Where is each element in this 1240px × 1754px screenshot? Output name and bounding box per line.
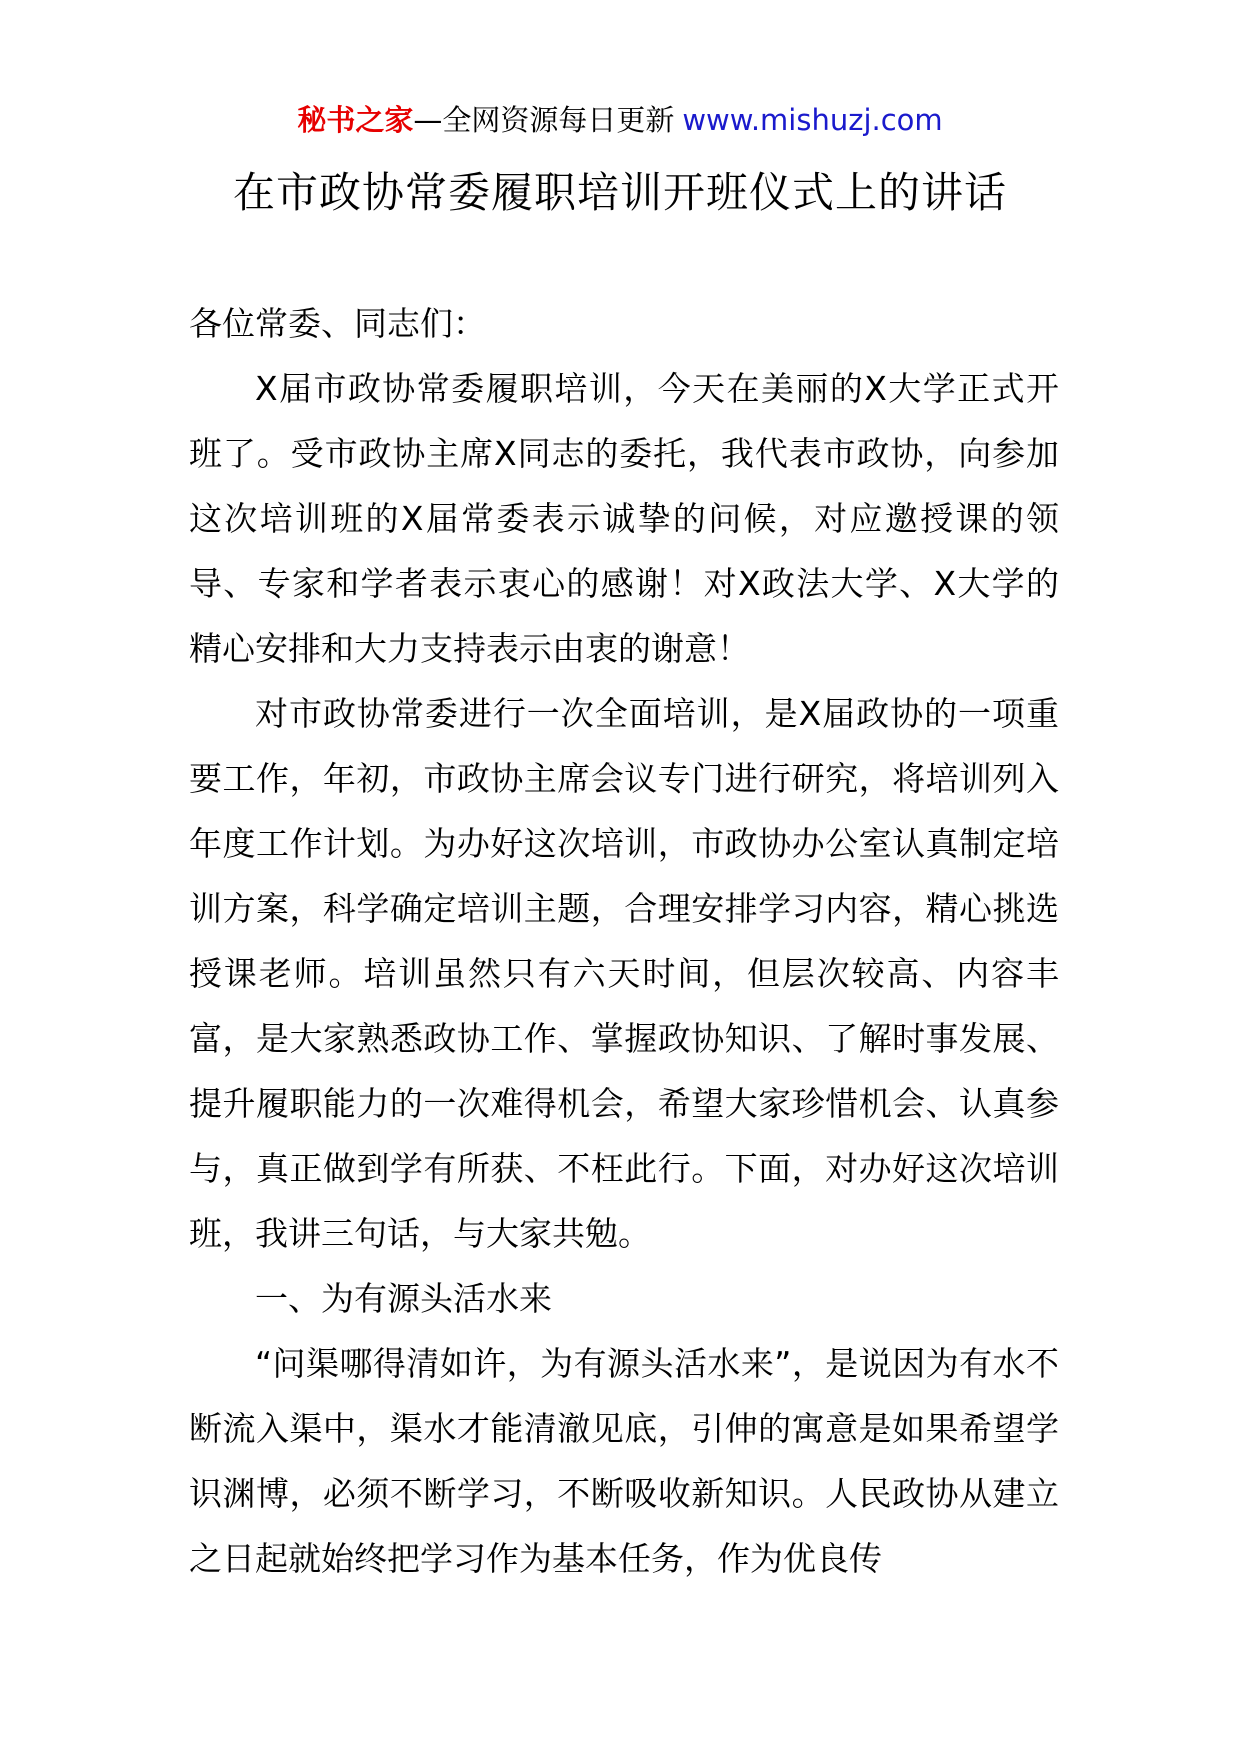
paragraph: “问渠哪得清如许，为有源头活水来”，是说因为有水不断流入渠中，渠水才能清澈见底，引伸的寓意是如果希望学识渊博，必须不断学习，不断吸收新知识。人民政协从建立之日起就始终把学习作为基本任务，作为优良传 [189,1344,1059,1578]
salutation: 各位常委、同志们： [189,304,486,343]
document-body [189,291,1059,1591]
paragraph: 对市政协常委进行一次全面培训，是X届政协的一项重要工作，年初，市政协主席会议专门进行研究，将培训列入年度工作计划。为办好这次培训，市政协办公室认真制定培训方案，科学确定培训主题，合理安排学习内容，精心挑选授课老师。培训虽然只有六天时间，但层次较高、内容丰富，是大家熟悉政协工作、掌握政协知识、了解时事发展、提升履职能力的一次难得机会，希望大家珍惜机会、认真参与，真正做到学有所获、不枉此行。下面，对办好这次培训班，我讲三句话，与大家共勉。 [189,694,1059,1253]
paragraph: X届市政协常委履职培训，今天在美丽的X大学正式开班了。受市政协主席X同志的委托，我代表市政协，向参加这次培训班的X届常委表示诚挚的问候，对应邀授课的领导、专家和学者表示衷心的感谢！对X政法大学、X大学的精心安排和大力支持表示由衷的谢意！ [189,369,1059,668]
site-header [0,100,1240,140]
section-heading: 一、为有源头活水来 [255,1279,552,1318]
document-title: 在市政协常委履职培训开班仪式上的讲话 [232,168,1007,217]
site-url-link[interactable]: www.mishuzj.com [682,103,943,137]
site-tagline: —全网资源每日更新 [413,103,675,137]
brand-name: 秘书之家 [297,103,414,137]
